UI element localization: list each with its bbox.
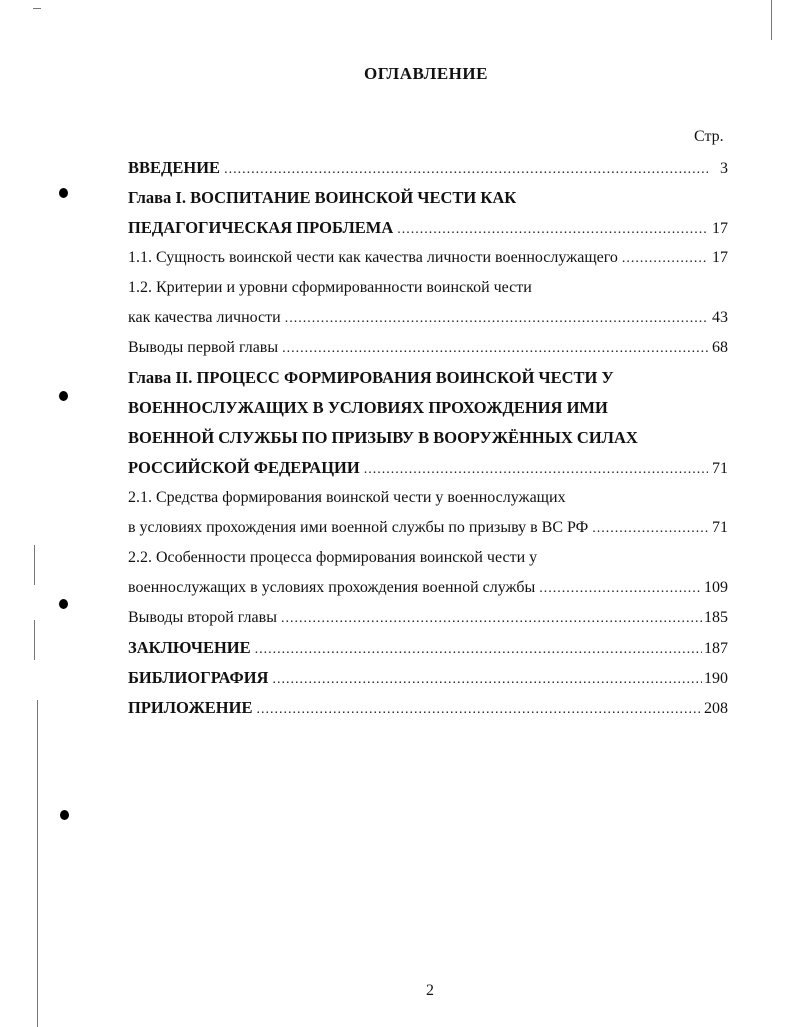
toc-entry-title: ВОЕННОСЛУЖАЩИХ В УСЛОВИЯХ ПРОХОЖДЕНИЯ ИМИ [128, 398, 608, 417]
toc-entry [128, 513, 728, 543]
toc-entry-title: как качества личности [128, 309, 281, 326]
toc-entry [128, 393, 728, 423]
scan-edge-mark [37, 700, 38, 1027]
toc-entry [128, 423, 728, 453]
toc-leader-dots [256, 695, 702, 725]
toc-leader-dots [397, 215, 708, 245]
toc-heading: ОГЛАВЛЕНИЕ [364, 64, 488, 83]
toc-entry-page: 109 [704, 579, 728, 596]
toc-entry [128, 303, 728, 333]
table-of-contents [128, 153, 728, 723]
toc-entry-title: Глава II. ПРОЦЕСС ФОРМИРОВАНИЯ ВОИНСКОЙ ЧЕСТИ У [128, 368, 614, 387]
punch-hole-mark [59, 599, 68, 609]
scan-edge-mark [771, 0, 772, 40]
toc-entry [128, 573, 728, 603]
toc-entry-title: ПРИЛОЖЕНИЕ [128, 698, 253, 717]
page-column-label: Стр. [694, 128, 724, 145]
toc-leader-dots [285, 304, 708, 334]
toc-entry [128, 213, 728, 243]
toc-leader-dots [281, 604, 702, 634]
toc-entry-title: в условиях прохождения ими военной службы по призыву в ВС РФ [128, 519, 589, 536]
toc-entry [128, 483, 728, 513]
toc-entry-page: 71 [712, 519, 728, 536]
punch-hole-mark [59, 188, 68, 198]
scan-edge-mark [34, 545, 35, 585]
toc-entry-title: Глава I. ВОСПИТАНИЕ ВОИНСКОЙ ЧЕСТИ КАК [128, 188, 517, 207]
toc-entry [128, 183, 728, 213]
toc-entry [128, 633, 728, 663]
toc-entry-title: Выводы первой главы [128, 339, 279, 356]
toc-entry [128, 663, 728, 693]
toc-entry [128, 453, 728, 483]
toc-leader-dots [539, 574, 702, 604]
toc-entry-page: 68 [712, 339, 728, 356]
toc-leader-dots [282, 334, 708, 364]
toc-entry-title: Выводы второй главы [128, 609, 277, 626]
toc-entry-page: 17 [712, 249, 728, 266]
toc-entry-title: РОССИЙСКОЙ ФЕДЕРАЦИИ [128, 458, 360, 477]
toc-entry-title: ВОЕННОЙ СЛУЖБЫ ПО ПРИЗЫВУ В ВООРУЖЁННЫХ СИЛАХ [128, 428, 638, 447]
toc-entry-page: 71 [712, 460, 728, 477]
toc-leader-dots [592, 514, 708, 544]
toc-entry [128, 153, 728, 183]
toc-leader-dots [255, 635, 702, 665]
toc-entry-page: 3 [720, 160, 728, 177]
toc-entry [128, 543, 728, 573]
toc-entry-title: 1.2. Критерии и уровни сформированности воинской чести [128, 279, 532, 296]
scan-edge-mark [34, 620, 35, 660]
toc-entry-page: 208 [704, 700, 728, 717]
toc-entry-title: ЗАКЛЮЧЕНИЕ [128, 638, 251, 657]
toc-entry-page: 17 [712, 220, 728, 237]
toc-entry-title: ПЕДАГОГИЧЕСКАЯ ПРОБЛЕМА [128, 218, 394, 237]
toc-leader-dots [622, 244, 708, 274]
toc-entry-title: БИБЛИОГРАФИЯ [128, 668, 269, 687]
scan-edge-mark [33, 8, 41, 9]
toc-entry-page: 187 [704, 640, 728, 657]
toc-entry-title: 2.2. Особенности процесса формирования воинской чести у [128, 549, 538, 566]
toc-entry-page: 190 [704, 670, 728, 687]
toc-entry [128, 693, 728, 723]
toc-entry-page: 43 [712, 309, 728, 326]
toc-leader-dots [272, 665, 702, 695]
toc-entry-page: 185 [704, 609, 728, 626]
punch-hole-mark [60, 810, 69, 820]
toc-entry [128, 333, 728, 363]
toc-entry-title: 1.1. Сущность воинской чести как качества личности военнослужащего [128, 249, 618, 266]
toc-entry-title: ВВЕДЕНИЕ [128, 158, 221, 177]
punch-hole-mark [59, 391, 68, 401]
toc-entry [128, 603, 728, 633]
toc-entry [128, 273, 728, 303]
toc-entry [128, 363, 728, 393]
toc-entry-title: 2.1. Средства формирования воинской чести у военнослужащих [128, 489, 566, 506]
toc-leader-dots [224, 155, 708, 185]
toc-entry [128, 243, 728, 273]
toc-leader-dots [364, 455, 708, 485]
toc-entry-title: военнослужащих в условиях прохождения военной службы [128, 579, 536, 596]
page-number: 2 [426, 982, 434, 999]
